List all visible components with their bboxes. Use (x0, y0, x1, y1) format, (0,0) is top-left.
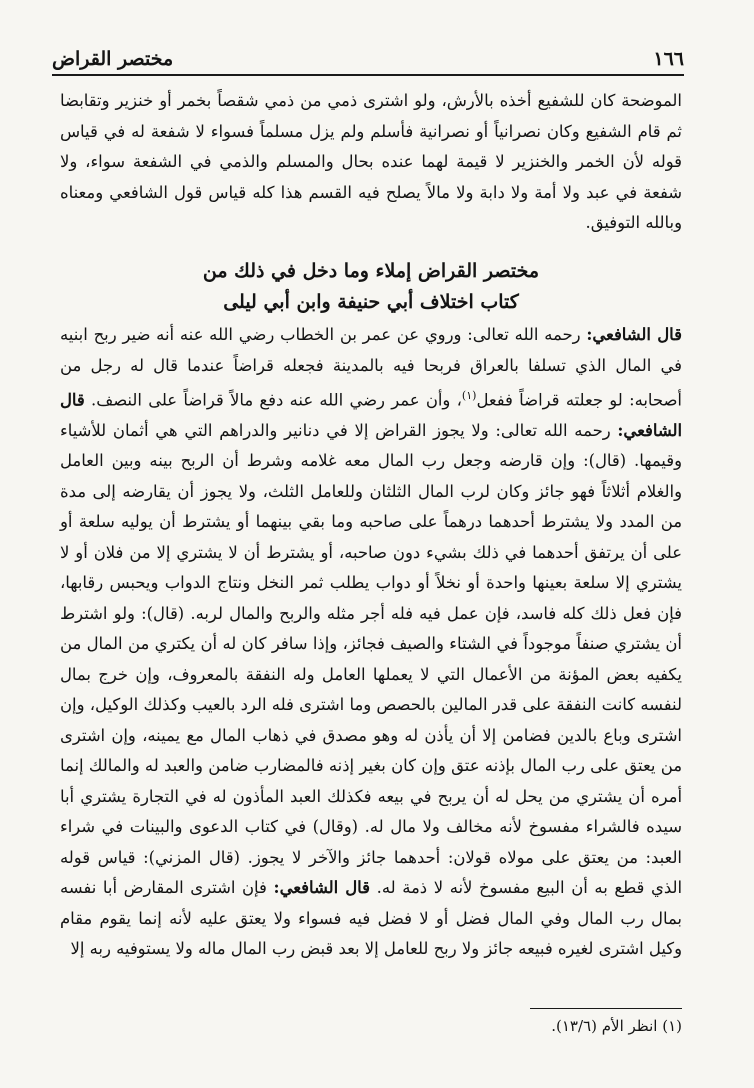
footnote-reference: (١) (461, 389, 477, 402)
chapter-title-line-1: مختصر القراض إملاء وما دخل في ذلك من (202, 260, 540, 282)
body-text: رحمه الله تعالى: وروي عن عمر بن الخطاب رضي الله عنه أنه ضير ربح ابنيه في المال الذي تسلفا بالعراق فربحا فيه بالمدينة فجعله قراضاً عندما قال له رجل من أصحابه: لو جعلته قراضاً ففعل (60, 325, 682, 410)
footnote (60, 1014, 682, 1038)
page-header (52, 40, 684, 70)
chapter-title-line-2: كتاب اختلاف أبي حنيفة وابن أبي ليلى (223, 291, 519, 313)
header-rule (52, 74, 684, 76)
body-text: ، وأن عمر رضي الله عنه دفع مالاً قراضاً على النصف. (84, 390, 462, 410)
footnote-marker: (١) (662, 1017, 682, 1035)
body-text: فإن اشترى المقارض أبا نفسه بمال رب المال وفي المال فضل أو لا فضل فيه فسواء ولا يعتق عليه لأنه إنما يقوم مقام وكيل اشترى لغيره فبيعه جائز ولا ربح للعامل إلا بعد قبض رب المال ماله ولا يستوفيه ربه إلا (60, 878, 682, 959)
speaker-label: قال الشافعي: (60, 390, 682, 440)
speaker-label: قال الشافعي: (586, 325, 682, 344)
footnote-rule (530, 1008, 682, 1009)
body-text: رحمه الله تعالى: ولا يجوز القراض إلا في دنانير والدراهم التي هي أثمان للأشياء وقيمها. (قال): وإن قارضه وجعل رب المال معه غلامه وشرط أن الربح بينه وبين العامل والغلام أثلاثاً فهو جائز وكان لرب المال الثلثان وللعامل الثلث، ولا يجوز أن يقارضه إلى مدة من المدد ولا يشترط أحدهما درهماً على صاحبه وما بقي بينهما أو يشترط أن يوليه سلعة أو على أن يرتفق أحدهما في ذلك بشيء دون صاحبه، أو يشترط أن لا يشتري إلا من فلان أو لا يشتري إلا سلعة بعينها واحدة أو نخلاً أو دواب يطلب ثمر النخل ونتاج الدواب ويحبس رقابها، فإن فعل ذلك كله فاسد، فإن عمل فيه فله أجر مثله والربح والمال لربه. (قال): ولو اشترط أن يشتري صنفاً موجوداً في الشتاء والصيف فجائز، وإذا سافر كان له أن يكتري من المال من يكفيه بعض المؤنة من الأعمال التي لا يعملها العامل وله النفقة بالمعروف، وإن خرج بمال لنفسه كانت النفقة على قدر المالين بالحصص وما اشترى فله الرد بالعيب وكذلك الوكيل، وإن اشترى وباع بالدين فضامن إلا أن يأذن له وهو مصدق في ذهاب المال مع يمينه، وإن اشترى من يعتق على رب المال بإذنه عتق وإن كان بغير إذنه فالمضارب ضامن والعبد له والمالك إنما أمره أن يشتري من يحل له أن يربح في بيعه فكذلك العبد المأذون له في التجارة يشتري أبا سيده فالشراء مفسوخ لأنه مخالف ولا مال له. (وقال) في كتاب الدعوى والبينات في شراء العبد: من يعتق على مولاه قولان: أحدهما جائز والآخر لا يجوز. (قال المزني): قياس قوله الذي قطع به أن البيع مفسوخ لأنه لا ذمة له. (60, 420, 682, 898)
footnote-text: انظر الأم (١٣/٦). (551, 1017, 658, 1035)
paragraph-opening: الموضحة كان للشفيع أخذه بالأرش، ولو اشترى ذمي من ذمي شقصاً بخمر أو خنزير وتقابضا ثم قام الشفيع وكان نصرانياً أو نصرانية فأسلم ولم يزل مسلماً فسواء لا شفعة له في قياس قوله لأن الخمر والخنزير لا قيمة لهما عنده بحال والمسلم والذمي في الشفعة سواء، ولا شفعة في عبد ولا أمة ولا دابة ولا مالاً يصلح فيه القسم هذا كله قياس قول الشافعي ومعناه وبالله التوفيق. (60, 91, 682, 232)
paragraph-body (60, 320, 682, 965)
speaker-label: قال الشافعي: (273, 878, 370, 898)
running-title: مختصر القراض (52, 48, 174, 70)
page-number: ١٦٦ (653, 48, 684, 70)
